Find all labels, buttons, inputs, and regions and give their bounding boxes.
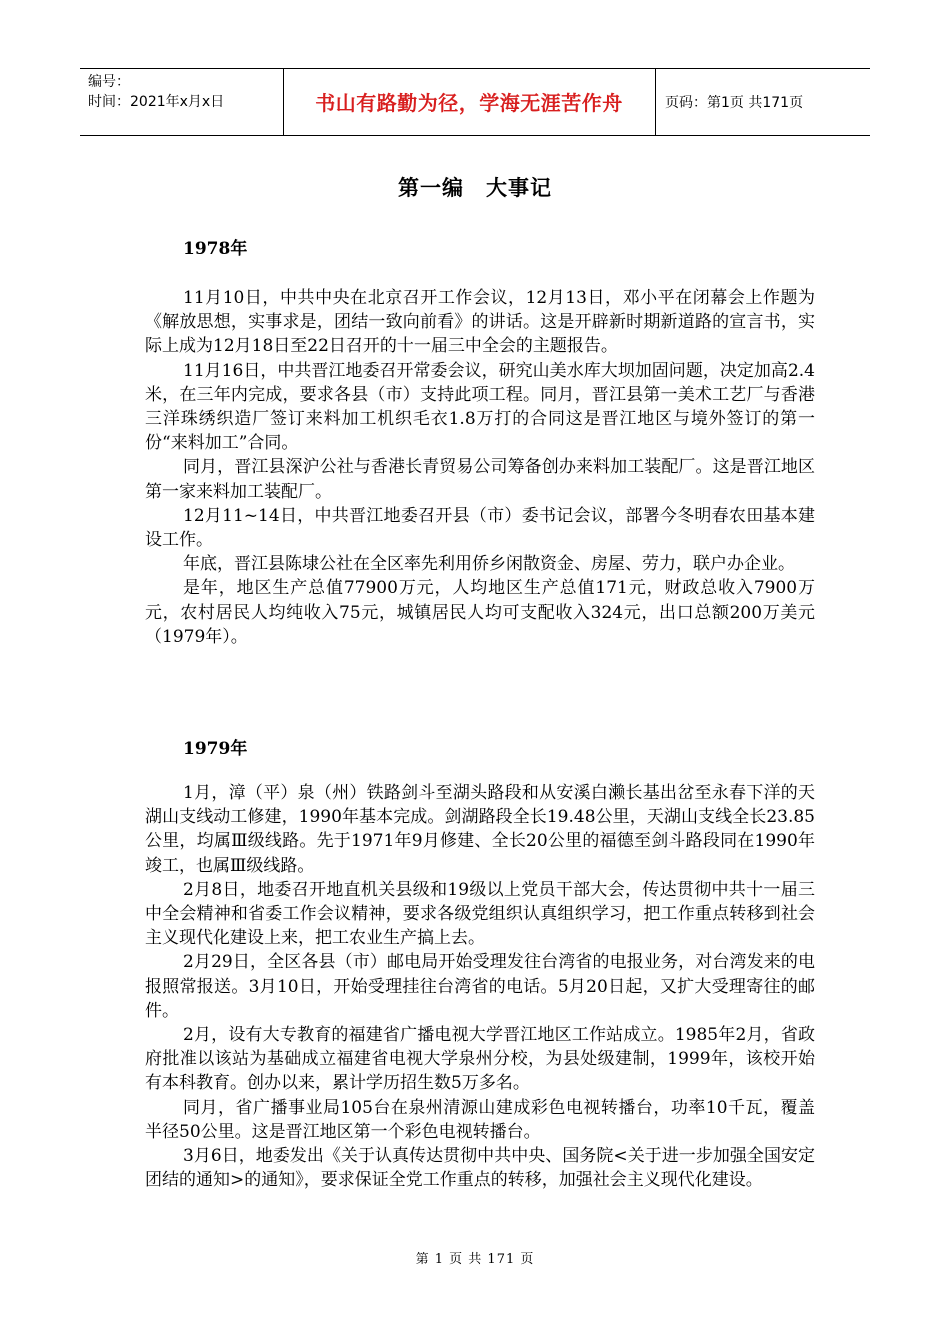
paragraph: 11月16日，中共晋江地委召开常委会议，研究山美水库大坝加固问题，决定加高2.4米，在三年内完成，要求各县（市）支持此项工程。同月，晋江县第一美术工艺厂与香港三洋珠绣织造厂签订来料加工机织毛衣1.8万打的合同这是晋江地区与境外签订的第一份“来料加工”合同。 xyxy=(145,360,815,454)
paragraph: 11月10日，中共中央在北京召开工作会议，12月13日，邓小平在闭幕会上作题为《解放思想，实事求是，团结一致向前看》的讲话。这是开辟新时期新道路的宣言书，实际上成为12月18日至22日召开的十一届三中全会的主题报告。 xyxy=(145,288,815,357)
header-divider-right xyxy=(655,68,656,135)
header-code-label: 编号： xyxy=(88,74,130,90)
section-1978-body xyxy=(145,286,815,649)
header-meta xyxy=(88,72,224,112)
paragraph: 年底，晋江县陈埭公社在全区率先利用侨乡闲散资金、房屋、劳力，联户办企业。 xyxy=(183,554,795,575)
year-heading-1979: 1979年 xyxy=(183,739,248,759)
paragraph: 同月，晋江县深沪公社与香港长青贸易公司筹备创办来料加工装配厂。这是晋江地区第一家来料加工装配厂。 xyxy=(145,457,815,502)
header-bottom-rule xyxy=(80,135,870,136)
paragraph: 同月，省广播事业局105台在泉州清源山建成彩色电视转播台，功率10千瓦，覆盖半径50公里。这是晋江地区第一个彩色电视转播台。 xyxy=(145,1097,815,1142)
year-heading-1978: 1978年 xyxy=(183,239,248,259)
page-footer: 第 1 页 共 171 页 xyxy=(415,1252,535,1267)
paragraph: 2月29日，全区各县（市）邮电局开始受理发往台湾省的电报业务，对台湾发来的电报照常报送。3月10日，开始受理挂往台湾省的电话。5月20日起，又扩大受理寄往的邮件。 xyxy=(145,952,815,1021)
paragraph: 3月6日，地委发出《关于认真传达贯彻中共中央、国务院<关于进一步加强全国安定团结的通知>的通知》，要求保证全党工作重点的转移，加强社会主义现代化建设。 xyxy=(145,1146,815,1191)
paragraph: 是年，地区生产总值77900万元，人均地区生产总值171元，财政总收入7900万元，农村居民人均纯收入75元，城镇居民人均可支配收入324元，出口总额200万美元（1979年）。 xyxy=(145,578,815,647)
paragraph: 2月，设有大专教育的福建省广播电视大学晋江地区工作站成立。1985年2月，省政府批准以该站为基础成立福建省电视大学泉州分校，为县处级建制，1999年，该校开始有本科教育。创办以来，累计学历招生数5万多名。 xyxy=(145,1025,815,1094)
paragraph: 2月8日，地委召开地直机关县级和19级以上党员干部大会，传达贯彻中共十一届三中全会精神和省委工作会议精神，要求各级党组织认真组织学习，把工作重点转移到社会主义现代化建设上来，把工农业生产搞上去。 xyxy=(145,879,815,949)
header-motto: 书山有路勤为径，学海无涯苦作舟 xyxy=(315,91,623,115)
section-1979-body xyxy=(145,781,815,1192)
chapter-title: 第一编 大事记 xyxy=(398,176,552,200)
paragraph: 1月，漳（平）泉（州）铁路剑斗至湖头路段和从安溪白濑长基出岔至永春下洋的天湖山支线动工修建，1990年基本完成。剑湖路段全长19.48公里，天湖山支线全长23.85公里，均属Ⅲ级线路。先于1971年9月修建、全长20公里的福德至剑斗路段同在1990年竣工，也属Ⅲ级线路。 xyxy=(145,783,815,876)
header-date-label: 时间：2021年x月x日 xyxy=(88,94,225,110)
paragraph: 12月11~14日，中共晋江地委召开县（市）委书记会议，部署今冬明春农田基本建设工作。 xyxy=(145,505,815,551)
header-page-info: 页码：第1页 共171页 xyxy=(665,94,804,111)
